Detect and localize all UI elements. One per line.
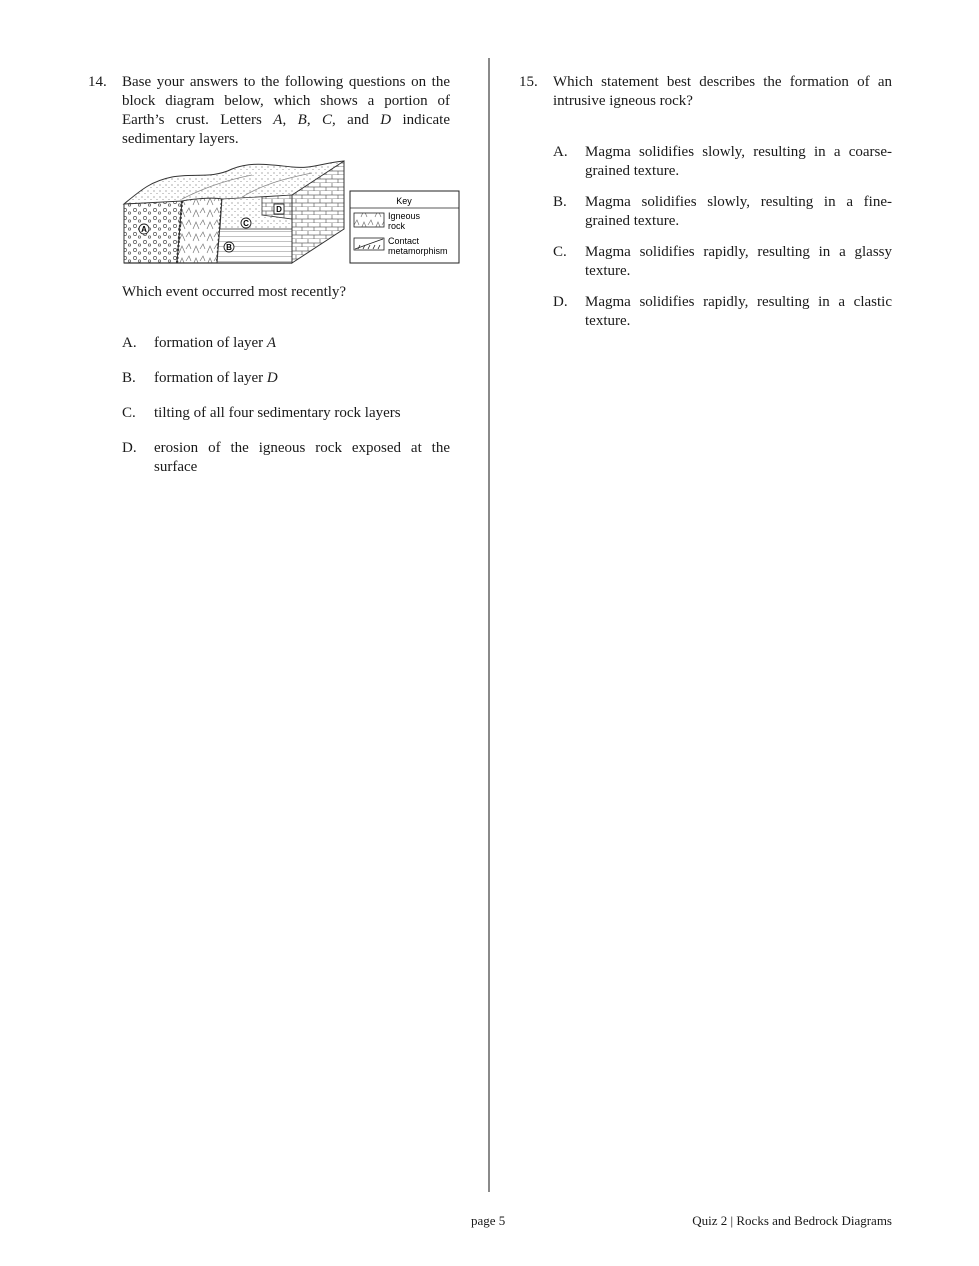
column-divider: [488, 58, 490, 1192]
svg-text:D: D: [276, 205, 282, 214]
stem-text: ,: [306, 112, 322, 128]
svg-text:C: C: [243, 219, 249, 228]
question-body: [122, 73, 450, 477]
sub-question: Which event occurred most recently?: [122, 284, 347, 300]
question-14: [88, 73, 450, 493]
choice-b[interactable]: B. Magma solidifies slowly, resulting in a fine-grained texture.: [553, 194, 892, 229]
quiz-title: Quiz 2 | Rocks and Bedrock Diagrams: [692, 1213, 892, 1228]
svg-text:Igneous: Igneous: [388, 211, 421, 221]
answer-choices: [553, 143, 892, 331]
page-number: page 5: [471, 1213, 506, 1228]
question-stem: [122, 73, 450, 149]
stem-letter: A: [273, 112, 283, 128]
stem-text: Base your answers to the following questions on the block diagram below, which shows a portion of Earth’s crust. Letters: [122, 74, 450, 128]
label-a: [139, 224, 149, 234]
svg-text:B: B: [226, 243, 232, 252]
svg-text:metamorphism: metamorphism: [388, 246, 448, 256]
stem-letter: D: [380, 112, 392, 128]
question-number: 15.: [519, 74, 538, 90]
block-diagram: [122, 159, 460, 265]
question-stem: Which statement best describes the formation of an intrusive igneous rock?: [553, 74, 892, 109]
question-body: [553, 73, 892, 331]
choice-d[interactable]: D. erosion of the igneous rock exposed at the surface: [122, 440, 450, 475]
choice-c[interactable]: C. Magma solidifies rapidly, resulting in a glassy texture.: [553, 244, 892, 279]
choice-a[interactable]: A. Magma solidifies slowly, resulting in a coarse-grained texture.: [553, 144, 892, 179]
svg-text:Contact: Contact: [388, 236, 420, 246]
choice-c[interactable]: C. tilting of all four sedimentary rock layers: [122, 405, 401, 421]
stem-letter: B: [297, 112, 307, 128]
label-b: [224, 242, 234, 252]
choice-d[interactable]: D. Magma solidifies rapidly, resulting in a clastic texture.: [553, 294, 892, 329]
answer-choices: [122, 334, 450, 477]
svg-text:rock: rock: [388, 221, 406, 231]
stem-letter: C: [321, 112, 332, 128]
diagram-key: [350, 191, 459, 263]
stem-text: indicate sedimentary layers.: [122, 112, 450, 147]
label-c: [241, 218, 251, 228]
choice-b[interactable]: B. formation of layer D: [122, 370, 278, 386]
igneous-swatch: [354, 213, 384, 227]
stem-text: , and: [332, 112, 381, 128]
question-number: 14.: [88, 74, 107, 90]
question-15: [519, 73, 892, 343]
stem-text: ,: [282, 112, 298, 128]
svg-text:A: A: [141, 225, 147, 234]
choice-a[interactable]: A. formation of layer A: [122, 335, 277, 351]
layer-a-region: [124, 201, 182, 263]
label-d: [274, 204, 284, 214]
igneous-intrusion: [177, 198, 222, 263]
key-title: Key: [396, 196, 412, 206]
